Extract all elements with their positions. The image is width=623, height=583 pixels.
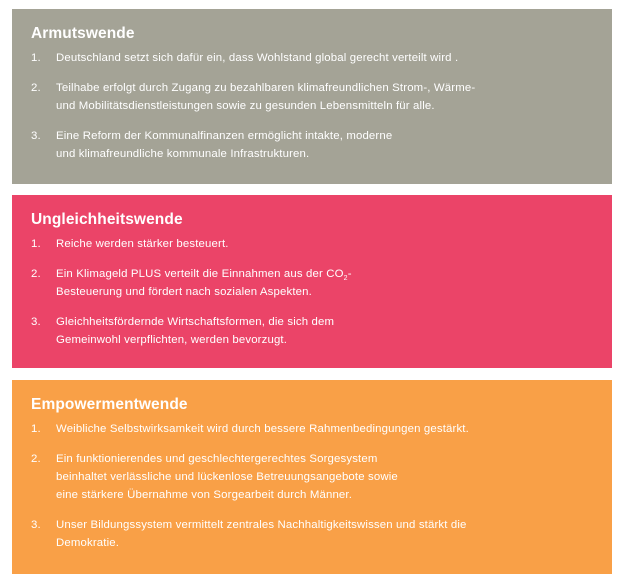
list-item bbox=[31, 313, 594, 349]
item-line: Demokratie. bbox=[56, 537, 120, 549]
item-number: 3. bbox=[31, 316, 41, 328]
item-line: Reiche werden stärker besteuert. bbox=[56, 238, 229, 250]
list-item bbox=[31, 450, 594, 504]
item-text bbox=[56, 49, 594, 67]
item-number: 3. bbox=[31, 130, 41, 142]
item-text bbox=[56, 127, 594, 163]
item-line: beinhaltet verlässliche und lückenlose Betreuungsangebote sowie bbox=[56, 471, 398, 483]
item-number: 2. bbox=[31, 82, 41, 94]
item-text bbox=[56, 265, 594, 301]
item-line: Teilhabe erfolgt durch Zugang zu bezahlbaren klimafreundlichen Strom-, Wärme- bbox=[56, 82, 476, 94]
item-line-part: Ein Klimageld PLUS verteilt die Einnahmen aus der CO bbox=[56, 268, 344, 280]
item-line: Ein funktionierendes und geschlechtergerechtes Sorgesystem bbox=[56, 453, 378, 465]
item-number: 1. bbox=[31, 238, 41, 250]
item-text bbox=[56, 313, 594, 349]
item-text bbox=[56, 79, 594, 115]
item-number: 1. bbox=[31, 423, 41, 435]
item-number: 3. bbox=[31, 519, 41, 531]
item-line: und Mobilitätsdienstleistungen sowie zu gesunden Lebensmitteln für alle. bbox=[56, 100, 435, 112]
list-item bbox=[31, 516, 594, 552]
list-item bbox=[31, 265, 594, 301]
panel-title: Empowermentwende bbox=[31, 396, 188, 413]
item-line: Weibliche Selbstwirksamkeit wird durch bessere Rahmenbedingungen gestärkt. bbox=[56, 423, 469, 435]
item-text bbox=[56, 420, 594, 438]
item-number: 2. bbox=[31, 268, 41, 280]
item-line: Gemeinwohl verpflichten, werden bevorzugt. bbox=[56, 334, 288, 346]
panel-title: Ungleichheitswende bbox=[31, 211, 183, 228]
item-line: eine stärkere Übernahme von Sorgearbeit durch Männer. bbox=[56, 489, 353, 501]
item-line bbox=[56, 265, 594, 283]
list-item bbox=[31, 49, 594, 67]
list-item bbox=[31, 127, 594, 163]
subscript: 2 bbox=[343, 275, 348, 282]
item-text bbox=[56, 516, 594, 552]
item-line: Unser Bildungssystem vermittelt zentrales Nachhaltigkeitswissen und stärkt die bbox=[56, 519, 467, 531]
list-item bbox=[31, 79, 594, 115]
goal-list bbox=[31, 235, 594, 349]
list-item bbox=[31, 420, 594, 438]
item-number: 1. bbox=[31, 52, 41, 64]
item-line-part: - bbox=[347, 268, 352, 280]
item-line: Eine Reform der Kommunalfinanzen ermöglicht intakte, moderne bbox=[56, 130, 393, 142]
item-text bbox=[56, 450, 594, 504]
empowermentwende-panel bbox=[12, 380, 612, 574]
armutswende-panel bbox=[12, 9, 612, 184]
item-line: Gleichheitsfördernde Wirtschaftsformen, die sich dem bbox=[56, 316, 335, 328]
goal-list bbox=[31, 420, 594, 552]
ungleichheitswende-panel bbox=[12, 195, 612, 368]
list-item bbox=[31, 235, 594, 253]
item-line: Besteuerung und fördert nach sozialen Aspekten. bbox=[56, 286, 312, 298]
item-text bbox=[56, 235, 594, 253]
goal-list bbox=[31, 49, 594, 163]
item-line: und klimafreundliche kommunale Infrastrukturen. bbox=[56, 148, 310, 160]
item-number: 2. bbox=[31, 453, 41, 465]
panel-title: Armutswende bbox=[31, 25, 135, 42]
item-line: Deutschland setzt sich dafür ein, dass Wohlstand global gerecht verteilt wird . bbox=[56, 52, 459, 64]
